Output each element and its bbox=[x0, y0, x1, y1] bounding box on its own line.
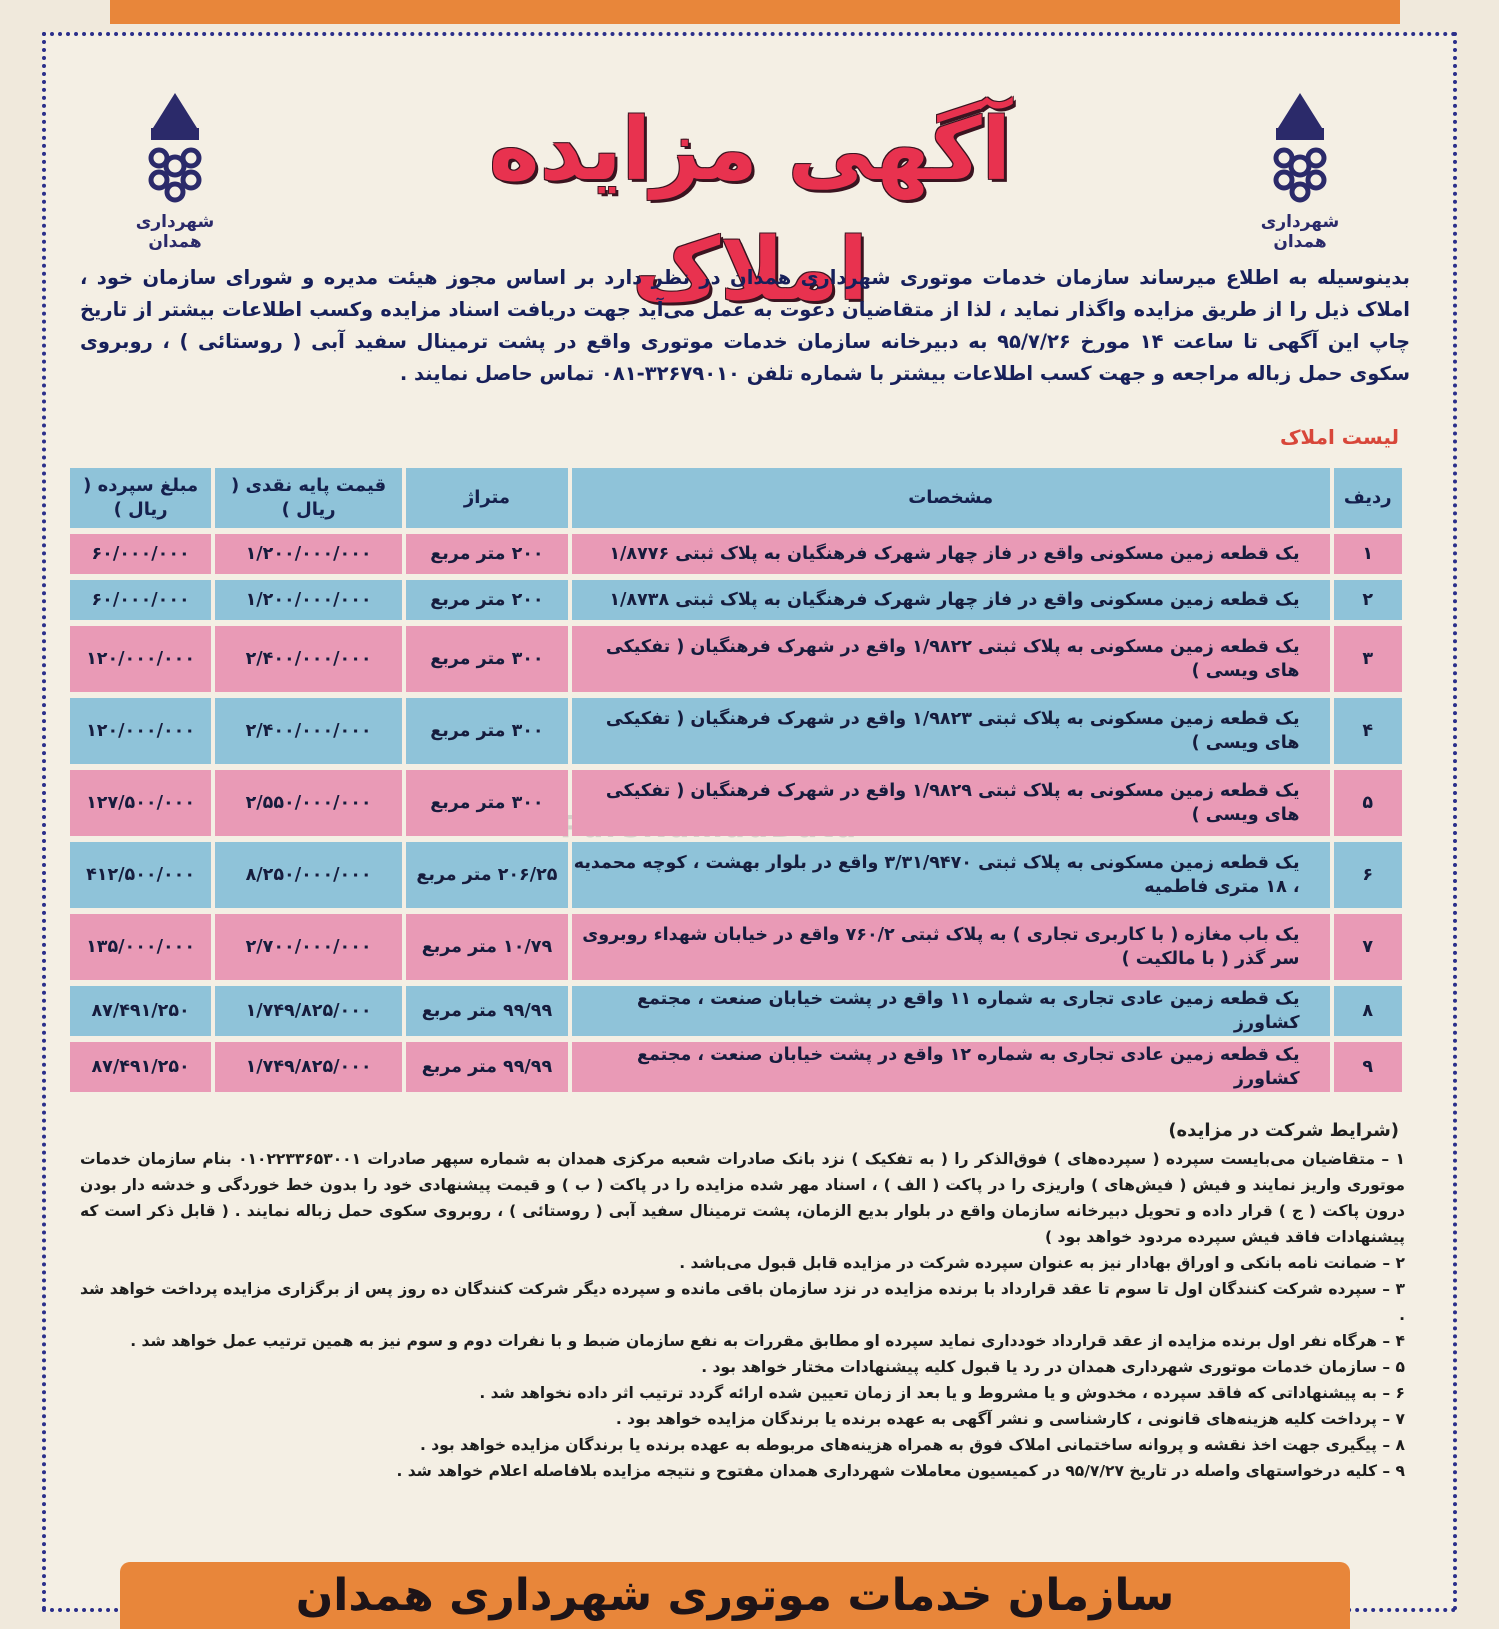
conditions-list bbox=[80, 1146, 1405, 1484]
row-area: ۲۰۶/۲۵ متر مربع bbox=[406, 842, 568, 908]
row-description: یک قطعه زمین مسکونی به پلاک ثبتی ۱/۹۸۲۹ واقع در شهرک فرهنگیان ( تفکیکی های ویسی ) bbox=[572, 770, 1330, 836]
condition-item: ۹ – کلیه درخواستهای واصله در تاریخ ۹۵/۷/۲۷ در کمیسیون معاملات شهرداری همدان مفتوح و نتیجه مزایده بلافاصله اعلام خواهد شد . bbox=[396, 1462, 1405, 1480]
row-description: یک قطعه زمین مسکونی به پلاک ثبتی ۱/۹۸۲۲ واقع در شهرک فرهنگیان ( تفکیکی های ویسی ) bbox=[572, 626, 1330, 692]
page-title: آگهی مزایده املاک bbox=[488, 100, 1012, 320]
row-base-price: ۸/۲۵۰/۰۰۰/۰۰۰ bbox=[215, 842, 402, 908]
row-number: ۴ bbox=[1334, 698, 1402, 764]
condition-item: ۷ – پرداخت کلیه هزینه‌های قانونی ، کارشناسی و نشر آگهی به عهده برنده یا برندگان مزایده خواهد بود . bbox=[615, 1410, 1405, 1428]
header-row-number: ردیف bbox=[1334, 468, 1402, 528]
table-header-row bbox=[70, 468, 1402, 528]
row-base-price: ۱/۲۰۰/۰۰۰/۰۰۰ bbox=[215, 534, 402, 574]
top-orange-band bbox=[110, 0, 1400, 24]
table-row bbox=[70, 842, 1402, 908]
header-description: مشخصات bbox=[572, 468, 1330, 528]
row-number: ۸ bbox=[1334, 986, 1402, 1036]
row-area: ۳۰۰ متر مربع bbox=[406, 698, 568, 764]
logo-label: شهرداری همدان bbox=[1260, 212, 1340, 252]
table-row bbox=[70, 986, 1402, 1036]
row-description: یک قطعه زمین عادی تجاری به شماره ۱۱ واقع در پشت خیابان صنعت ، مجتمع کشاورز bbox=[572, 986, 1330, 1036]
row-number: ۳ bbox=[1334, 626, 1402, 692]
row-number: ۶ bbox=[1334, 842, 1402, 908]
row-number: ۲ bbox=[1334, 580, 1402, 620]
footer-organization-name: سازمان خدمات موتوری شهرداری همدان bbox=[295, 1570, 1175, 1621]
row-deposit: ۶۰/۰۰۰/۰۰۰ bbox=[70, 580, 211, 620]
row-base-price: ۲/۴۰۰/۰۰۰/۰۰۰ bbox=[215, 626, 402, 692]
row-area: ۲۰۰ متر مربع bbox=[406, 580, 568, 620]
table-row bbox=[70, 1042, 1402, 1092]
municipality-emblem-icon bbox=[1260, 88, 1340, 208]
condition-item: ۶ – به پیشنهاداتی که فاقد سپرده ، مخدوش و یا مشروط و یا بعد از زمان تعیین شده ارائه گردد ترتیب اثر داده نخواهد شد . bbox=[479, 1384, 1405, 1402]
row-description: یک قطعه زمین عادی تجاری به شماره ۱۲ واقع در پشت خیابان صنعت ، مجتمع کشاورز bbox=[572, 1042, 1330, 1092]
conditions-title: (شرایط شرکت در مزایده) bbox=[1168, 1120, 1399, 1141]
row-base-price: ۲/۵۵۰/۰۰۰/۰۰۰ bbox=[215, 770, 402, 836]
row-deposit: ۸۷/۴۹۱/۲۵۰ bbox=[70, 986, 211, 1036]
row-area: ۳۰۰ متر مربع bbox=[406, 770, 568, 836]
municipality-logo-right bbox=[1240, 88, 1360, 252]
row-deposit: ۸۷/۴۹۱/۲۵۰ bbox=[70, 1042, 211, 1092]
municipality-emblem-icon bbox=[135, 88, 215, 208]
row-description: یک قطعه زمین مسکونی به پلاک ثبتی ۱/۹۸۲۳ واقع در شهرک فرهنگیان ( تفکیکی های ویسی ) bbox=[572, 698, 1330, 764]
row-deposit: ۱۳۵/۰۰۰/۰۰۰ bbox=[70, 914, 211, 980]
row-description: یک قطعه زمین مسکونی واقع در فاز چهار شهرک فرهنگیان به پلاک ثبتی ۱/۸۷۷۶ bbox=[572, 534, 1330, 574]
row-deposit: ۱۲۰/۰۰۰/۰۰۰ bbox=[70, 626, 211, 692]
row-deposit: ۱۲۷/۵۰۰/۰۰۰ bbox=[70, 770, 211, 836]
row-deposit: ۱۲۰/۰۰۰/۰۰۰ bbox=[70, 698, 211, 764]
row-base-price: ۱/۷۴۹/۸۲۵/۰۰۰ bbox=[215, 986, 402, 1036]
header-deposit: مبلغ سپرده ( ریال ) bbox=[70, 468, 211, 528]
table-row bbox=[70, 770, 1402, 836]
row-base-price: ۱/۷۴۹/۸۲۵/۰۰۰ bbox=[215, 1042, 402, 1092]
table-row bbox=[70, 626, 1402, 692]
row-number: ۱ bbox=[1334, 534, 1402, 574]
row-number: ۷ bbox=[1334, 914, 1402, 980]
row-area: ۹۹/۹۹ متر مربع bbox=[406, 986, 568, 1036]
row-area: ۲۰۰ متر مربع bbox=[406, 534, 568, 574]
condition-item: ۳ – سپرده شرکت کنندگان اول تا سوم تا عقد قرارداد با برنده مزایده در نزد سازمان باقی مانده و سپرده دیگر شرکت کنندگان ده روز پس از برگزاری مزایده پرداخت خواهد شد . bbox=[80, 1280, 1405, 1324]
row-number: ۹ bbox=[1334, 1042, 1402, 1092]
condition-item: ۴ – هرگاه نفر اول برنده مزایده از عقد قرارداد خودداری نماید سپرده او مطابق مقررات به نفع سازمان ضبط و با نفرات دوم و سوم نیز به همین ترتیب عمل خواهد شد . bbox=[130, 1332, 1405, 1350]
table-row bbox=[70, 580, 1402, 620]
header-base-price: قیمت پایه نقدی ( ریال ) bbox=[215, 468, 402, 528]
footer-band bbox=[120, 1562, 1350, 1629]
condition-item: ۸ – پیگیری جهت اخذ نقشه و پروانه ساختمانی املاک فوق به همراه هزینه‌های مربوطه به عهده برنده یا برندگان مزایده خواهد بود . bbox=[419, 1436, 1405, 1454]
row-base-price: ۲/۴۰۰/۰۰۰/۰۰۰ bbox=[215, 698, 402, 764]
row-description: یک باب مغازه ( با کاربری تجاری ) به پلاک ثبتی ۷۶۰/۲ واقع در خیابان شهداء روبروی سر گذر ( با مالکیت ) bbox=[572, 914, 1330, 980]
row-area: ۹۹/۹۹ متر مربع bbox=[406, 1042, 568, 1092]
row-base-price: ۱/۲۰۰/۰۰۰/۰۰۰ bbox=[215, 580, 402, 620]
row-deposit: ۴۱۲/۵۰۰/۰۰۰ bbox=[70, 842, 211, 908]
condition-item: ۲ – ضمانت نامه بانکی و اوراق بهادار نیز به عنوان سپرده شرکت در مزایده قابل قبول می‌باشد . bbox=[679, 1254, 1405, 1272]
row-number: ۵ bbox=[1334, 770, 1402, 836]
row-area: ۱۰/۷۹ متر مربع bbox=[406, 914, 568, 980]
table-row bbox=[70, 698, 1402, 764]
table-row bbox=[70, 534, 1402, 574]
row-deposit: ۶۰/۰۰۰/۰۰۰ bbox=[70, 534, 211, 574]
properties-table bbox=[66, 462, 1406, 1098]
table-row bbox=[70, 914, 1402, 980]
intro-paragraph: بدینوسیله به اطلاع میرساند سازمان خدمات موتوری شهرداری همدان در نظر دارد بر اساس مجوز هیئت مدیره و شورای سازمان خود ، املاک ذیل را از طریق مزایده واگذار نماید ، لذا از متقاضیان دعوت به عمل می‌آید جهت دریافت اسناد مزایده وکسب اطلاعات بیشتر از تاریخ چاپ این آگهی تا ساعت ۱۴ مورخ ۹۵/۷/۲۶ به دبیرخانه سازمان خدمات موتوری واقع در پشت ترمینال سفید آبی ( روستائی ) ، روبروی سکوی حمل زباله مراجعه و جهت کسب اطلاعات بیشتر با شماره تلفن ۳۲۶۷۹۰۱۰-۰۸۱ تماس حاصل نمایند . bbox=[80, 266, 1411, 385]
municipality-logo-left bbox=[115, 88, 235, 252]
row-description: یک قطعه زمین مسکونی به پلاک ثبتی ۳/۳۱/۹۴۷۰ واقع در بلوار بهشت ، کوچه محمدیه ، ۱۸ متری فاطمیه bbox=[572, 842, 1330, 908]
logo-label: شهرداری همدان bbox=[135, 212, 215, 252]
row-description: یک قطعه زمین مسکونی واقع در فاز چهار شهرک فرهنگیان به پلاک ثبتی ۱/۸۷۳۸ bbox=[572, 580, 1330, 620]
condition-item: ۱ – متقاضیان می‌بایست سپرده ( سپرده‌های ) فوق‌الذکر را ( به تفکیک ) نزد بانک صادرات شعبه مرکزی همدان به شماره سپهر صادرات ۰۱۰۲۲۳۳۶۵۳۰۰۱ بنام سازمان خدمات موتوری واریز نمایند و فیش ( فیش‌های ) واریزی را در پاکت ( الف ) ، اسناد مهر شده مزایده را در پاکت ( ب ) و قیمت پیشنهادی خود را بدون خط خوردگی و خدشه دار بودن درون پاکت ( ج ) قرار داده و تحویل دبیرخانه سازمان واقع در بلوار بدیع الزمان، پشت ترمینال سفید آبی ( روستائی ) ، روبروی سکوی حمل زباله نمایند . ( قابل ذکر است که پیشنهادات فاقد فیش سپرده مردود خواهد بود ) bbox=[80, 1150, 1405, 1246]
row-area: ۳۰۰ متر مربع bbox=[406, 626, 568, 692]
condition-item: ۵ – سازمان خدمات موتوری شهرداری همدان در رد یا قبول کلیه پیشنهادات مختار خواهد بود . bbox=[701, 1358, 1405, 1376]
list-title: لیست املاک bbox=[1279, 425, 1399, 449]
row-base-price: ۲/۷۰۰/۰۰۰/۰۰۰ bbox=[215, 914, 402, 980]
header-area: متراژ bbox=[406, 468, 568, 528]
